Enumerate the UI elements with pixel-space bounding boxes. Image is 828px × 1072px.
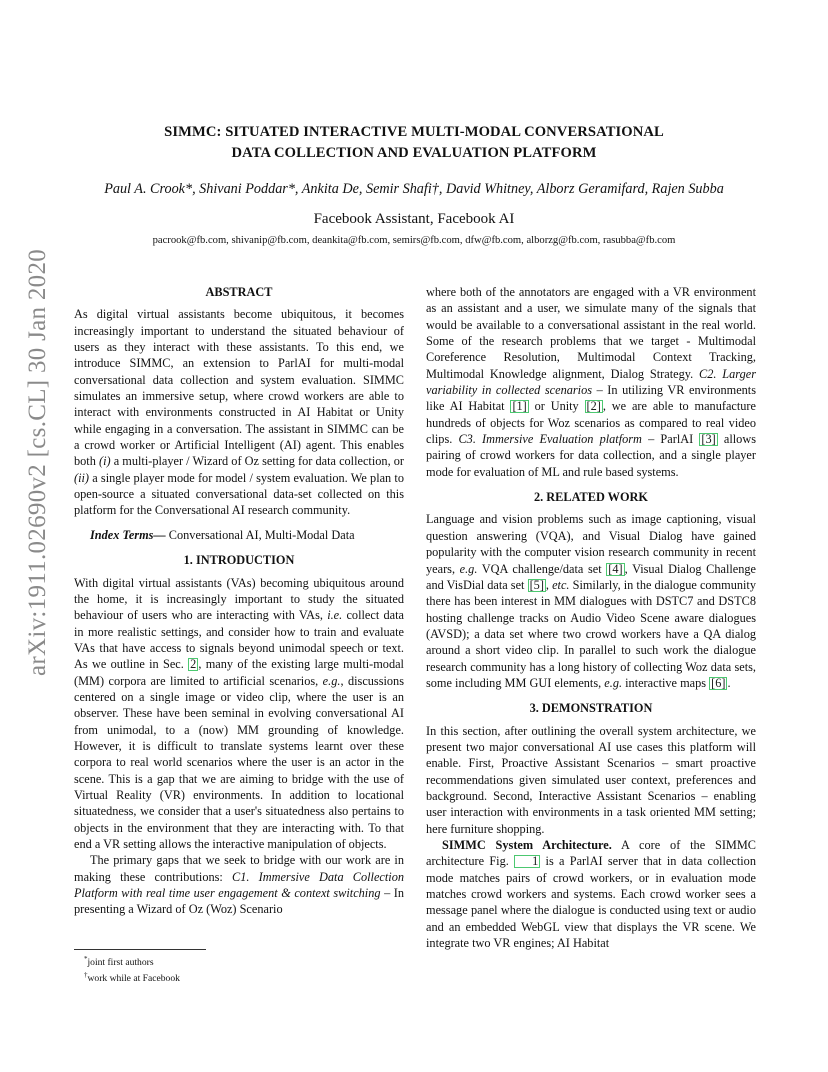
introduction-paragraph-2-cont: where both of the annotators are engaged with a VR environment as an assistant and a user, we simulate many of the signals that would be available to a conversational assistant in the real world. Some of the research problems that we target - Multimodal Coreference Resolution, Multimodal Context Tracking, Multimodal Knowledge alignment, Dialog Strategy. C2. Larger variability in collected scenarios – In utilizing VR environments like AI Habitat [1] or Unity [2] , we are able to manufacture hundreds of objects for Woz scenarios as compared to real video clips. C3. Immersive Evaluation platform – ParlAI [3] allows pairing of crowd workers for data collection, and a single player mode for evaluation of ML and rule based systems. <box>426 285 756 479</box>
arxiv-stamp <box>14 248 62 676</box>
footnote-2: †work while at Facebook <box>84 971 180 985</box>
affiliation: Facebook Assistant, Facebook AI <box>313 211 515 227</box>
abstract-paragraph: As digital virtual assistants become ubiquitous, it becomes increasingly important to understand the situated behaviour of users as they interact with these assistants. To this end, we introduce SIMMC, an extension to ParlAI for multi-modal conversational data collection and system evaluation. SIMMC simulates an immersive setup, where crowd workers are able to interact with environments constructed in AI Habitat or Unity while engaging in a conversation. The assistant in SIMMC can be a crowd worker or Artificial Intelligent (AI) agent. This enables both (i) a multi-player / Wizard of Oz setting for data collection, or (ii) a single player mode for model / system evaluation. We plan to open-source a situated conversational data-set collected on this platform for the Conversational AI research community. <box>74 307 404 518</box>
footnote-rule <box>74 949 206 950</box>
ref-link-1[interactable]: [1] <box>512 399 527 414</box>
author-emails: pacrook@fb.com, shivanip@fb.com, deankita@fb.com, semirs@fb.com, dfw@fb.com, alborzg@fb.com, rasubba@fb.com <box>152 235 676 246</box>
ref-link-6[interactable]: [6] <box>711 675 726 690</box>
right-column <box>426 284 756 951</box>
paper-title <box>90 122 738 164</box>
abstract-heading: ABSTRACT <box>205 285 273 299</box>
demonstration-paragraph-2: SIMMC System Architecture. A core of the SIMMC architecture Fig. 1 is a ParlAI server that in data collection mode matches pairs of crowd workers, or in evaluation mode matches crowd workers and systems. Each crowd worker sees a message panel where the dialogue is conducted using text or audio and an embedded WebGL view that displays the VR scene. We integrate two VR engines; AI Habitat <box>426 838 756 951</box>
ref-link-5[interactable]: [5] <box>529 577 544 592</box>
demonstration-paragraph-1: In this section, after outlining the overall system architecture, we present two major conversational AI use cases this platform will enable. First, Proactive Assistant Scenarios – smart proactive recommendations given simulated user context, preferences and background. Second, Interactive Assistant Scenarios – enabling user interaction with environments in a task oriented MM setting; here furniture shopping. <box>426 723 756 836</box>
ref-link-2[interactable]: [2] <box>586 399 601 414</box>
ref-link-fig-1[interactable]: 1 <box>514 855 540 868</box>
footnote-1: *joint first authors <box>84 955 154 969</box>
introduction-paragraph-2-start: The primary gaps that we seek to bridge with our work are in making these contributions: C1. Immersive Data Collection Platform with real time user engagement & context switching – In presenting a Wizard of Oz (Woz) Scenario <box>74 853 404 917</box>
ref-link-4[interactable]: [4] <box>608 561 623 576</box>
arxiv-identifier: arXiv:1911.02690v2 [cs.CL] 30 Jan 2020 <box>24 248 51 676</box>
ref-link-sec-2[interactable]: 2 <box>190 657 197 672</box>
related-work-paragraph: Language and vision problems such as image captioning, visual question answering (VQA), and Visual Dialog have gained popularity with the computer vision research community in recent years, e.g. VQA challenge/data set [4] , Visual Dialog Challenge and VisDial data set [5] , etc. Similarly, in the dialogue community there has been interest in MM dialogues with DSTC7 and DSTC8 hosting challenge tracks on Audio Video Scene aware dialogues (AVSD); a data set where two crowd workers have a QA dialog around a short video clip. In parallel to such work the dialogue research community has a long history of collecting Woz data sets, some including MM GUI elements, e.g. interactive maps [6] . <box>426 512 757 690</box>
demonstration-heading: 3. DEMONSTRATION <box>529 701 653 716</box>
left-column <box>74 284 404 918</box>
ref-link-3[interactable]: [3] <box>701 432 716 447</box>
footnotes <box>84 953 180 985</box>
introduction-paragraph-1: With digital virtual assistants (VAs) becoming ubiquitous around the home, it is increasingly important to study the situated behaviour of users who are interacting with VAs, i.e. collect data in more realistic settings, and consider how to train and evaluate VAs that have access to signals beyond unimodal speech or text. As we outline in Sec. 2 , many of the existing large multi-modal (MM) corpora are limited to artificial scenarios, e.g., discussions centered on a single image or video clip, where the user is an observer. These have been seminal in evolving conversational AI from unimodal, to a (now) MM grounding of knowledge. However, it is difficult to translate systems learnt over these corpora to real world scenarios where the user is an actor in the scene. This is a gap that we are aiming to bridge with the use of Virtual Reality (VR) environments. In addition to locational situatedness, we consider that a user's situatedness also pertains to objects in the environment that they are interacting with. To that end a VR setting allows the interactive manipulation of objects. <box>74 575 404 851</box>
related-work-heading: 2. RELATED WORK <box>534 490 648 505</box>
introduction-heading: 1. INTRODUCTION <box>183 553 295 568</box>
title-line-2: DATA COLLECTION AND EVALUATION PLATFORM <box>231 145 597 161</box>
title-line-1: SIMMC: SITUATED INTERACTIVE MULTI-MODAL CONVERSATIONAL <box>164 124 664 140</box>
author-list: Paul A. Crook*, Shivani Poddar*, Ankita De, Semir Shafi†, David Whitney, Alborz Geramifard, Rajen Subba <box>104 181 724 197</box>
index-terms: Index Terms— Conversational AI, Multi-Modal Data <box>90 527 355 542</box>
